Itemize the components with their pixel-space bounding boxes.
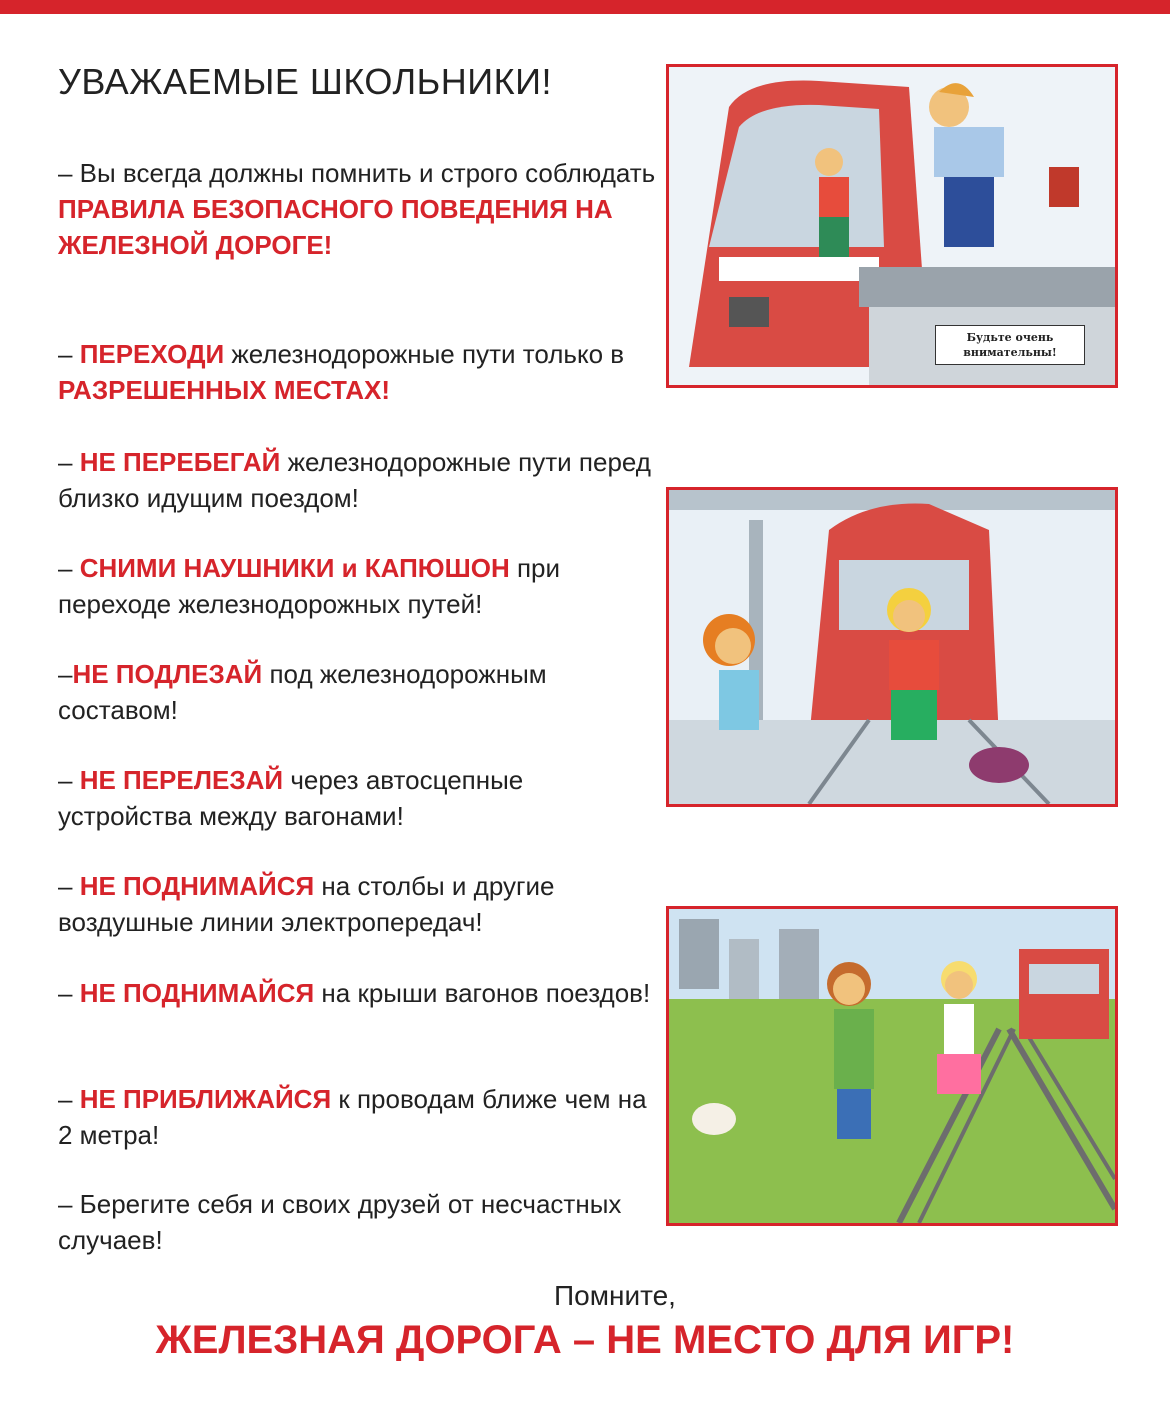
rule-text: через автосцепные устройства между вагонами! [58, 765, 524, 831]
rule-emphasis: НЕ ПРИБЛИЖАЙСЯ [79, 1084, 332, 1114]
rule-item [58, 1081, 658, 1153]
footer [0, 1280, 1170, 1363]
rule-item [58, 155, 658, 263]
illustration-children-on-tracks [666, 487, 1118, 807]
rule-emphasis: ПЕРЕХОДИ [79, 339, 225, 369]
rule-text: – Берегите себя и своих друзей от несчастных случаев! [58, 1189, 622, 1255]
rule-item [58, 868, 658, 940]
illustration-walking-on-tracks [666, 906, 1118, 1226]
rule-item [58, 550, 658, 622]
rule-text: – [58, 978, 80, 1008]
rule-text: железнодорожные пути только в [224, 339, 625, 369]
top-accent-bar [0, 0, 1170, 14]
rule-text: на столбы и другие воздушные линии электропередач! [58, 871, 555, 937]
rule-text: – Вы всегда должны помнить и строго соблюдать [58, 158, 656, 188]
rule-item [58, 444, 658, 516]
footer-remember: Помните, [554, 1280, 676, 1311]
rule-item [58, 336, 658, 408]
rule-text: под железнодорожным составом! [58, 659, 547, 725]
rule-emphasis: НЕ ПЕРЕБЕГАЙ [79, 447, 281, 477]
rule-text: – [58, 871, 80, 901]
page-title: УВАЖАЕМЫЕ ШКОЛЬНИКИ! [58, 61, 552, 102]
warning-caption: Будьте очень внимательны! [935, 325, 1085, 365]
rule-emphasis: НЕ ПОДНИМАЙСЯ [79, 978, 315, 1008]
rule-text: при переходе железнодорожных путей! [58, 553, 561, 619]
rule-text: – [58, 1084, 80, 1114]
rule-emphasis: СНИМИ НАУШНИКИ и КАПЮШОН [79, 553, 510, 583]
rule-text: – [58, 659, 73, 689]
rule-text: – [58, 339, 80, 369]
rule-text: – [58, 553, 80, 583]
rule-text: – [58, 765, 80, 795]
rule-text: к проводам ближе чем на 2 метра! [58, 1084, 647, 1150]
illustration-running-for-train [666, 64, 1118, 388]
rule-emphasis: НЕ ПОДНИМАЙСЯ [79, 871, 315, 901]
rules-column [58, 60, 648, 103]
rule-item [58, 975, 658, 1011]
rule-emphasis: РАЗРЕШЕННЫХ МЕСТАХ! [58, 375, 390, 405]
rule-item [58, 1186, 658, 1258]
rule-text: железнодорожные пути перед близко идущим поездом! [58, 447, 651, 513]
rule-text: – [58, 447, 80, 477]
rule-text: на крыши вагонов поездов! [314, 978, 651, 1008]
footer-slogan: ЖЕЛЕЗНАЯ ДОРОГА – НЕ МЕСТО ДЛЯ ИГР! [155, 1318, 1015, 1362]
rule-item [58, 762, 658, 834]
rule-emphasis: ПРАВИЛА БЕЗОПАСНОГО ПОВЕДЕНИЯ НА ЖЕЛЕЗНОЙ ДОРОГЕ! [58, 194, 613, 260]
rule-emphasis: НЕ ПОДЛЕЗАЙ [72, 659, 263, 689]
rule-item [58, 656, 658, 728]
rule-emphasis: НЕ ПЕРЕЛЕЗАЙ [79, 765, 284, 795]
